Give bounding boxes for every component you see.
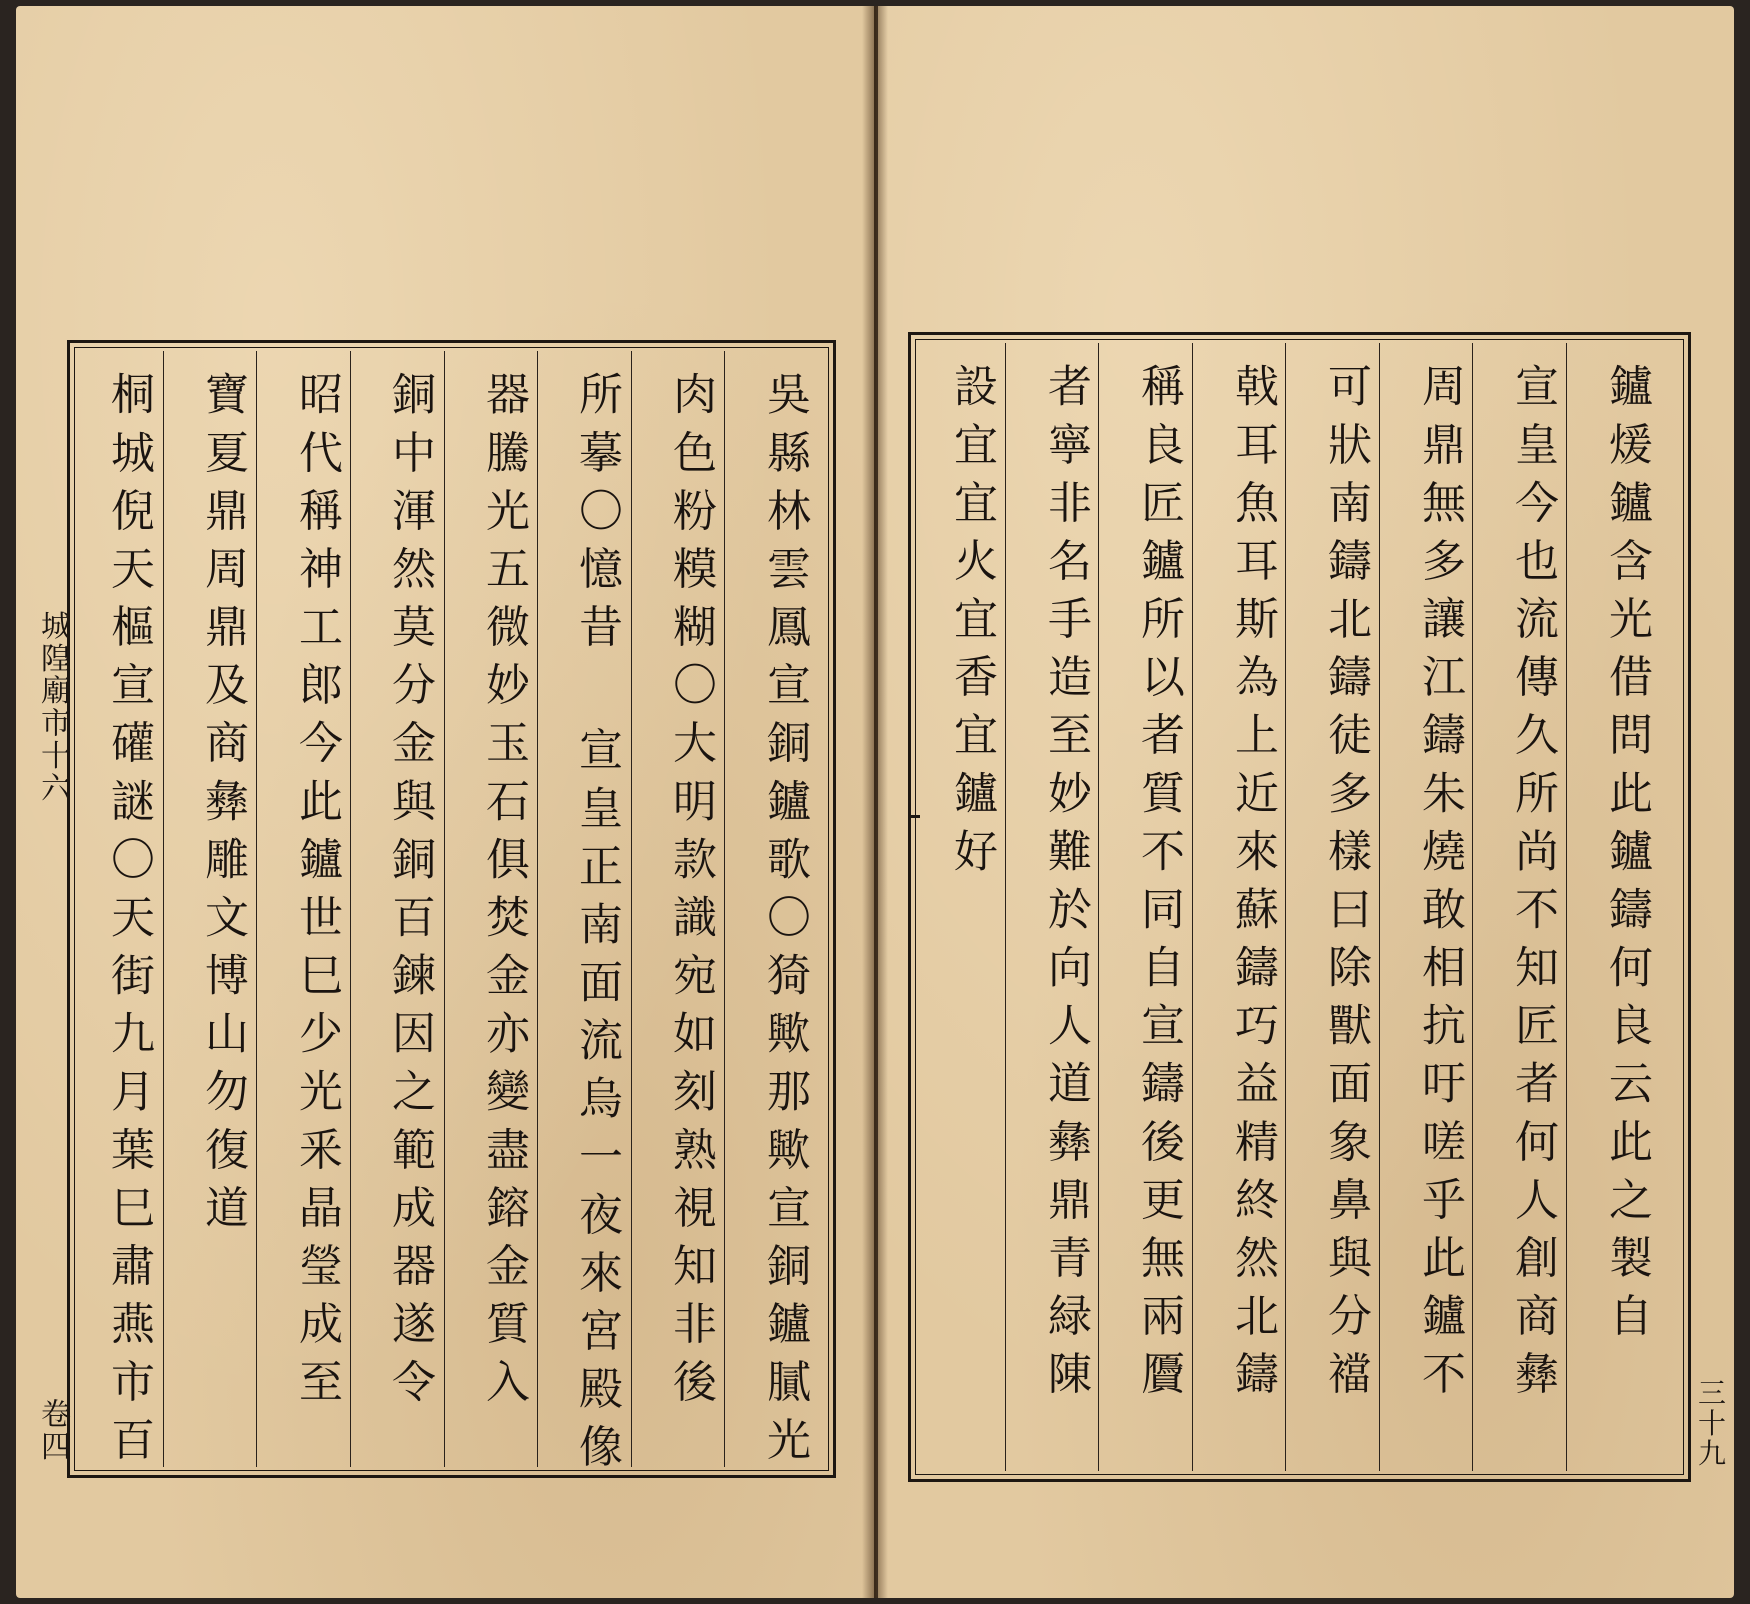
text-column: 稱良匠鑪所以者質不同自宣鑄後更無兩贗 bbox=[1133, 363, 1184, 1409]
column-rule bbox=[1472, 343, 1473, 1471]
left-text-frame bbox=[67, 340, 836, 1482]
column-rule bbox=[1285, 343, 1286, 1471]
text-column: 周鼎無多讓江鑄朱燒敢相抗吁嗟乎此鑪不 bbox=[1414, 363, 1465, 1409]
text-column: 鑪煖鑪含光借問此鑪鑄何良云此之製自 bbox=[1601, 363, 1652, 1351]
text-column: 寶夏鼎周鼎及商彝雕文博山勿復道 bbox=[197, 371, 248, 1243]
text-column: 可狀南鑄北鑄徒多樣曰除獸面象鼻與分襠 bbox=[1320, 363, 1371, 1409]
text-column: 器騰光五微妙玉石俱焚金亦變盡鎔金質入 bbox=[478, 371, 529, 1417]
text-column: 昭代稱神工郎今此鑪世巳少光釆晶瑩成至 bbox=[291, 371, 342, 1417]
column-rule bbox=[537, 351, 538, 1467]
text-column: 桐城倪天樞宣礶謎〇天街九月葉巳肅燕市百 bbox=[103, 371, 154, 1475]
fish-tail-mark bbox=[908, 815, 920, 818]
column-rule bbox=[1379, 343, 1380, 1471]
text-column: 宣皇今也流傳久所尚不知匠者何人創商彝 bbox=[1507, 363, 1558, 1409]
right-text-frame bbox=[908, 332, 1691, 1482]
text-column: 肉色粉糢糊〇大明款識宛如刻熟視知非後 bbox=[665, 371, 716, 1417]
page-number: 三十九 bbox=[1694, 1378, 1727, 1469]
text-column: 所摹〇憶昔 宣皇正南面流烏一夜來宮殿像 bbox=[571, 371, 622, 1482]
column-rule bbox=[444, 351, 445, 1467]
text-column: 者寧非名手造至妙難於向人道彝鼎青緑陳 bbox=[1040, 363, 1091, 1409]
margin-volume: 卷四 bbox=[35, 1398, 70, 1463]
text-column: 戟耳魚耳斯為上近來蘇鑄巧益精終然北鑄 bbox=[1227, 363, 1278, 1409]
text-column: 銅中渾然莫分金與銅百鍊因之範成器遂令 bbox=[384, 371, 435, 1417]
column-rule bbox=[350, 351, 351, 1467]
column-rule bbox=[1098, 343, 1099, 1471]
column-rule bbox=[1192, 343, 1193, 1471]
text-column: 設宜宜火宜香宜鑪好 bbox=[946, 363, 997, 886]
column-rule bbox=[724, 351, 725, 1467]
book-gutter bbox=[862, 6, 888, 1598]
column-rule bbox=[1566, 343, 1567, 1471]
text-column: 吳縣林雲鳳宣銅鑪歌〇猗歟那歟宣銅鑪膩光 bbox=[759, 371, 810, 1475]
column-rule bbox=[1005, 343, 1006, 1471]
column-rule bbox=[256, 351, 257, 1467]
margin-title: 城隍廟市十六 bbox=[35, 610, 70, 805]
column-rule bbox=[163, 351, 164, 1467]
column-rule bbox=[631, 351, 632, 1467]
